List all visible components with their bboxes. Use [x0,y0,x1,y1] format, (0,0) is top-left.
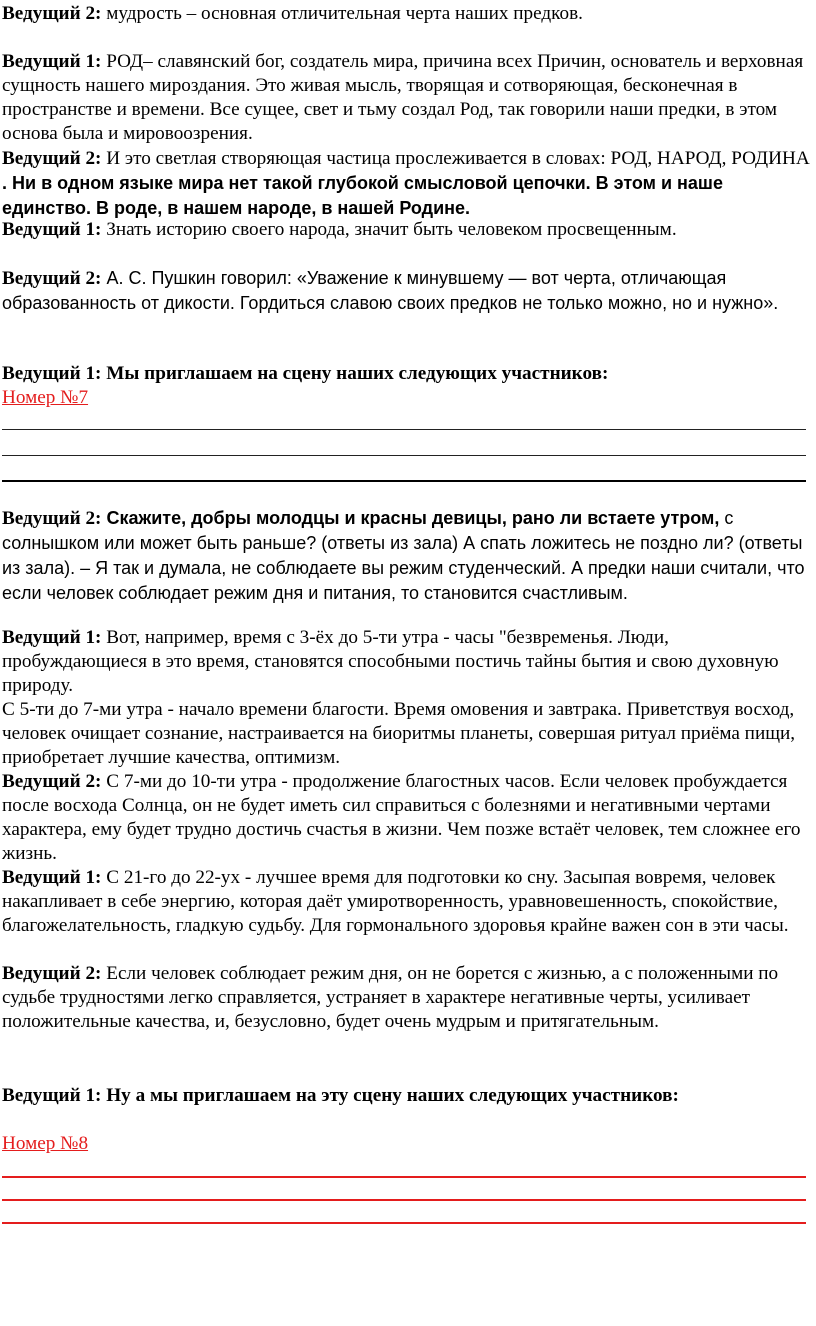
paragraph-text: А. С. Пушкин говорил: «Уважение к минувшему — вот черта, отличающая образованность от дикости. Гордиться славою своих предков не только можно, но и нужно». [2,268,779,313]
paragraph-host1-invite-next [2,1084,810,1108]
paragraph-host1-timeless [2,626,810,698]
number-8-link[interactable]: Номер №8 [2,1133,89,1154]
speaker-label: Ведущий 2: [2,508,102,529]
paragraph-goodness [2,698,810,770]
speaker-label: Ведущий 1: [2,51,102,72]
paragraph-host2-morning [2,506,810,606]
paragraph-host1-history [2,218,810,242]
speaker-label: Ведущий 2: [2,963,102,984]
paragraph-host2-routine [2,962,810,1034]
paragraph-text: С 7-ми до 10-ти утра - продолжение благостных часов. Если человек пробуждается после восхода Солнца, он не будет иметь сил справиться с болезнями и негативными чертами характера, ему будет трудно достичь счастья в жизни. Чем позже встаёт человек, тем сложнее его жизнь. [2,771,801,864]
paragraph-text: с солнышком или может быть раньше? (ответы из зала) А спать ложитесь не поздно ли? (ответы из зала). – Я так и думала, не соблюдаете вы режим студенческий. А предки наши считали, что если человек соблюдает режим дня и питания, то становится счастливым. [2,508,805,603]
blank-line-1 [2,429,806,430]
paragraph-bold-text: . Ни в одном языке мира нет такой глубокой смысловой цепочки. В этом и наше единство. В роде, в нашем народе, в нашей Родине. [2,173,723,218]
speaker-label: Ведущий 2: [2,148,102,169]
speaker-label: Ведущий 1: [2,627,102,648]
paragraph-text: И это светлая створяющая частица прослеживается в словах: РОД, НАРОД, РОДИНА [101,148,810,169]
speaker-label: Ведущий 1: [2,867,102,888]
paragraph-bold-text: Ведущий 1: Ну а мы приглашаем на эту сцену наших следующих участников: [2,1085,679,1106]
paragraph-text: С 5-ти до 7-ми утра - начало времени благости. Время омовения и завтрака. Приветствуя восход, человек очищает сознание, настраивается на биоритмы планеты, совершая ритуал приёма пищи, приобретает лучшие качества, оптимизм. [2,699,796,768]
number-8-link-line [2,1132,810,1156]
speaker-label: Ведущий 2: [2,268,102,289]
paragraph-text: Знать историю своего народа, значит быть человеком просвещенным. [101,219,677,240]
paragraph-host2-rodina [2,146,810,221]
paragraph-host1-invite [2,362,810,386]
paragraph-bold-text: Ведущий 1: Мы приглашаем на сцену наших следующих участников: [2,363,609,384]
blank-line-red-3 [2,1222,806,1224]
paragraph-text: С 21-го до 22-ух - лучшее время для подготовки ко сну. Засыпая вовремя, человек накапливает в себе энергию, которая даёт умиротворенность, уравновешенность, спокойствие, благожелательность, гладкую судьбу. Для гормонального здоровья крайне важен сон в эти часы. [2,867,789,936]
paragraph-host1-rod [2,50,810,146]
paragraph-host2-pushkin [2,266,810,316]
blank-line-red-2 [2,1199,806,1201]
speaker-label: Ведущий 1: [2,219,102,240]
paragraph-host2-wisdom [2,2,810,26]
number-7-link-line [2,386,810,410]
paragraph-text: РОД– славянский бог, создатель мира, причина всех Причин, основатель и верховная сущность нашего мироздания. Это живая мысль, творящая и сотворяющая, бесконечная в пространстве и времени. Все сущее, свет и тьму создал Род, так говорили наши предки, в этом основа была и мировоозрения. [2,51,804,144]
blank-line-red-1 [2,1176,806,1178]
paragraph-text: Если человек соблюдает режим дня, он не борется с жизнью, а с положенными по судьбе трудностями легко справляется, устраняет в характере негативные черты, усиливает положительные качества, и, безусловно, будет очень мудрым и притягательным. [2,963,779,1032]
paragraph-host2-sunrise [2,770,810,866]
blank-line-2 [2,455,806,456]
speaker-label: Ведущий 2: [2,3,102,24]
paragraph-bold-text: Скажите, добры молодцы и красны девицы, рано ли встаете утром, [101,508,720,528]
speaker-label: Ведущий 2: [2,771,102,792]
paragraph-text: Вот, например, время с 3-ёх до 5-ти утра - часы "безвременья. Люди, пробуждающиеся в это время, становятся способными постичь тайны бытия и свою духовную природу. [2,627,779,696]
blank-line-3 [2,480,806,482]
paragraph-text: мудрость – основная отличительная черта наших предков. [101,3,583,24]
paragraph-host1-sleep [2,866,810,938]
number-7-link[interactable]: Номер №7 [2,387,89,408]
